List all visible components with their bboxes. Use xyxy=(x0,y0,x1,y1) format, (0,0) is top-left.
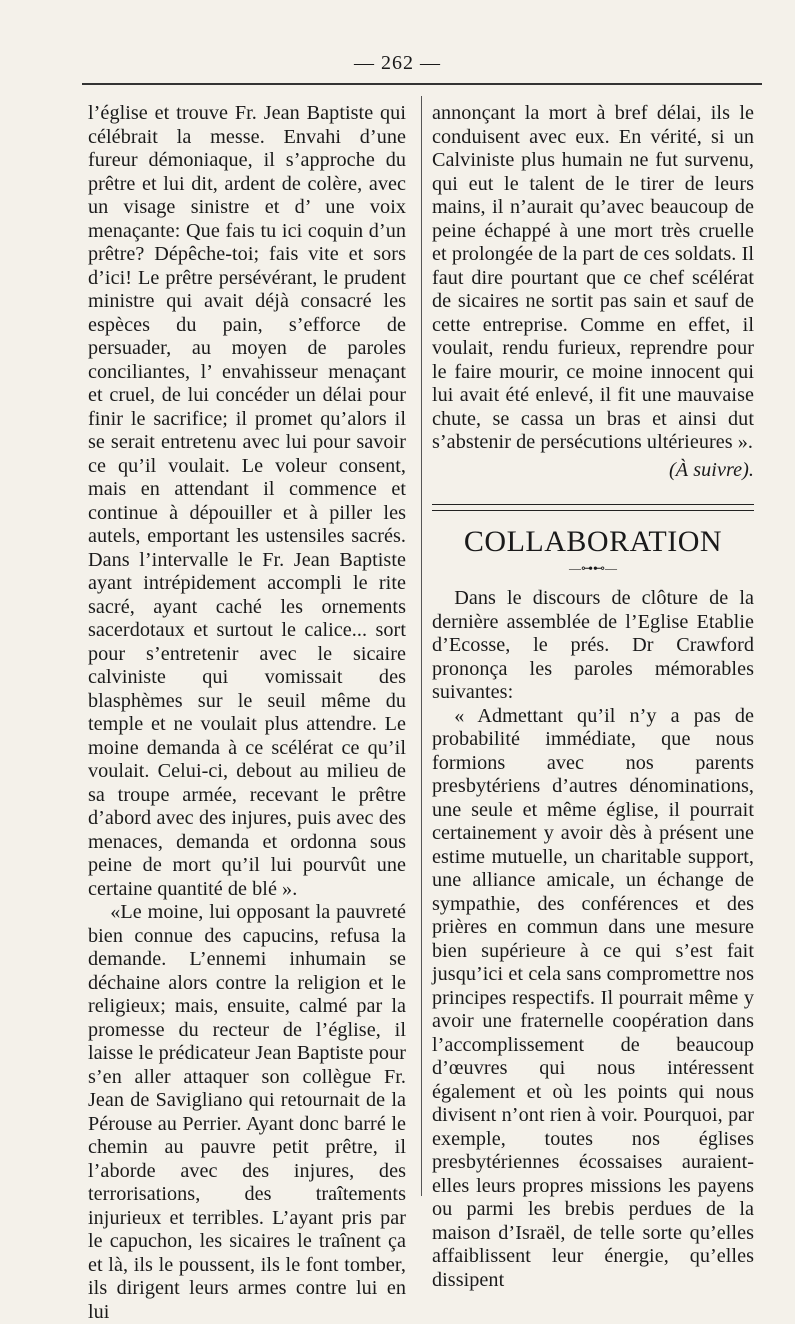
section-title: COLLABORATION xyxy=(463,525,723,558)
section-separator xyxy=(432,504,754,511)
column-divider xyxy=(421,96,422,1196)
to-be-continued: (À suivre). xyxy=(668,458,754,481)
right-column xyxy=(432,102,754,1292)
header-rule xyxy=(82,83,762,85)
left-paragraph-2: «Le moine, lui opposant la pauvreté bien connue des capucins, refusa la demande. L’ennemi inhumain se déchaine alors contre la religion et le religieux; mais, ensuite, calmé par la promesse du recteur de l’église, il laisse le prédicateur Jean Baptiste pour s’en aller attaquer son collègue Fr. Jean de Savigliano qui retournait de la Pérouse au Perrier. Ayant donc barré le chemin au pauvre petit prêtre, il l’aborde avec des injures, des terrorisations, des traîtements injurieux et terribles. L’ayant pris par le capuchon, les sicaires le traînent ça et là, ils le poussent, ils le font tomber, ils dirigent leurs armes contre lui en lui xyxy=(88,901,406,1323)
left-paragraph-1: l’église et trouve Fr. Jean Baptiste qui célébrait la messe. Envahi d’une fureur démoniaque, il s’approche du prêtre et lui dit, ardent de colère, avec un visage sinistre et d’ une voix menaçante: Que fais tu ici coquin d’un prêtre? Dépêche-toi; fais vite et sors d’ici! Le prêtre persévérant, le prudent ministre qui avait déjà consacré les espèces du pain, s’efforce de persuader, au moyen de paroles conciliantes, l’ envahisseur menaçant et cruel, de lui concéder un délai pour finir le sacrifice; il promet qu’alors il se serait entretenu avec lui pour savoir ce qu’il voulait. Le voleur consent, mais en attendant il commence et continue à dépouiller et à piller les autels, emportant les ustensiles sacrés. Dans l’intervalle le Fr. Jean Baptiste ayant intrépidement accompli le rite sacré, ayant caché les ornements sacerdotaux et surtout le calice... sort pour s’entretenir avec le sicaire calviniste qui vomissait des blasphèmes sur le seuil même du temple et ne voulait plus attendre. Le moine demanda à ce scélérat ce qu’il voulait. Celui-ci, debout au milieu de sa troupe armée, recevant le prêtre d’abord avec des injures, puis avec des menaces, demanda et ordonna sous peine de mort qu’il lui pourvût une certaine quantité de blé ». xyxy=(88,102,406,900)
right-continuation-paragraph: annonçant la mort à bref délai, ils le conduisent avec eux. En vérité, si un Calviniste plus humain ne fut survenu, qui eut le talent de le tirer de leurs mains, il n’aurait qu’avec beaucoup de peine échappé à une mort très cruelle et prolongée de la part de ces soldats. Il faut dire pourtant que ce chef scélérat de sicaires ne sortit pas sain et sauf de cette entreprise. Comme en effet, il voulait, rendu furieux, reprendre pour le faire mourir, ce moine innocent qui lui avait été enlevé, il fit une mauvaise chute, se cassa un bras et ainsi dut s’abstenir de persécutions ultérieures ». xyxy=(432,102,754,453)
collab-paragraph-2: « Admettant qu’il n’y a pas de probabilité immédiate, que nous formions avec nos parents presbytériens d’autres dénominations, une seule et même église, il pourrait certainement y avoir dès à présent une estime mutuelle, un charitable support, une alliance amicale, un échange de sympathie, des conférences et des prières en commun dans une mesure bien supérieure à ce qui s’est fait jusqu’ici et cela sans compromettre nos principes respectifs. Il pourrait même y avoir une fraternelle coopération dans l’accomplissement de beaucoup d’œuvres qui nous intéressent également et où les points qui nous divisent n’ont rien à voir. Pourquoi, par exemple, toutes nos églises presbytériennes écossaises auraient-elles leurs propres missions les payens ou parmi les brebis perdues de la maison d’Israël, de telle sorte qu’elles affaiblissent leur énergie, qu’elles dissipent xyxy=(432,704,754,1291)
page-number: — 262 — xyxy=(354,52,441,74)
ornament: —⊶⊷— xyxy=(569,561,617,575)
collab-paragraph-1: Dans le discours de clôture de la dernière assemblée de l’Eglise Etablie d’Ecosse, le prés. Dr Crawford prononça les paroles mémorables suivantes: xyxy=(432,587,754,703)
left-column xyxy=(88,102,406,1324)
